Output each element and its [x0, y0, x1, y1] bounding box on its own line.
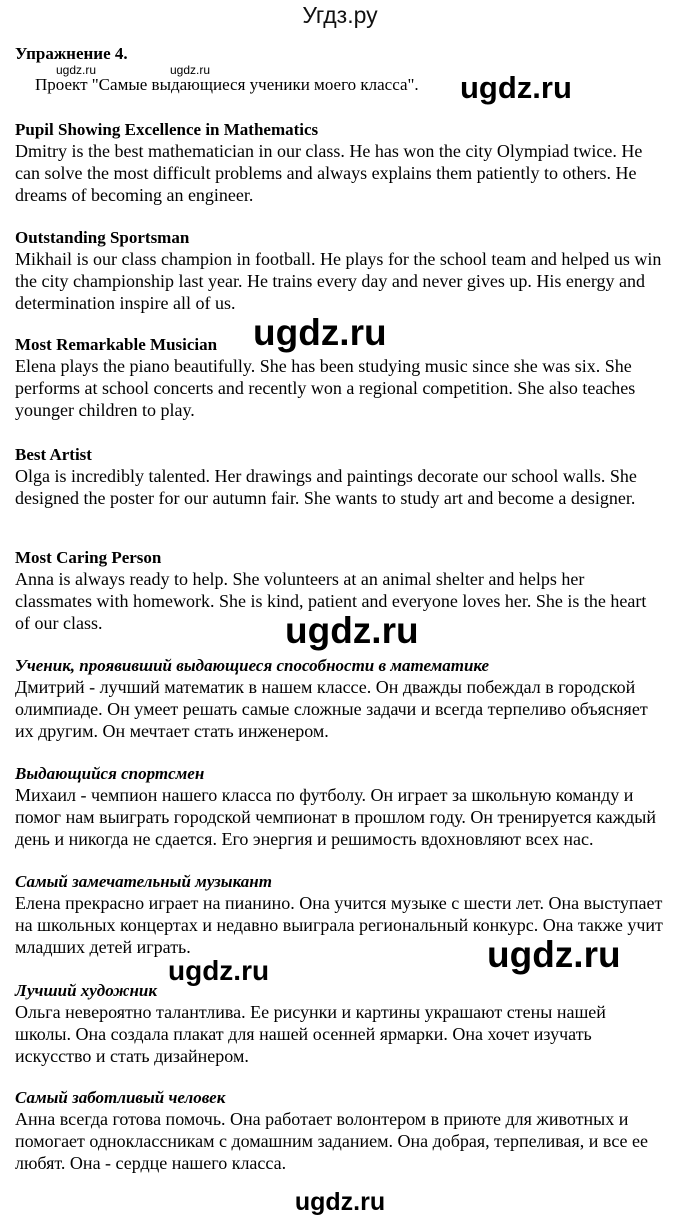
section-text: Dmitry is the best mathematician in our class. He has won the city Olympiad twice. He can solve the most difficult problems and always explains them patiently to others. He dreams of becoming an engineer.	[15, 141, 643, 205]
watermark: ugdz.ru	[168, 955, 270, 986]
project-title: Проект "Самые выдающиеся ученики моего класса".	[35, 75, 419, 94]
section-title: Most Caring Person	[15, 548, 162, 567]
section-mathematics-en	[15, 119, 665, 206]
section-title: Outstanding Sportsman	[15, 228, 190, 247]
site-title: Угдз.ру	[302, 2, 378, 28]
watermark: ugdz.ru	[487, 934, 621, 975]
section-title: Самый заботливый человек	[15, 1088, 226, 1107]
section-text: Анна всегда готова помочь. Она работает волонтером в приюте для животных и помогает одноклассникам с домашним заданием. Она добрая, терпеливая, и все ее любят. Она - сердце нашего класса.	[15, 1109, 648, 1173]
section-caring-ru	[15, 1087, 665, 1174]
section-artist-ru	[15, 980, 665, 1067]
watermark: ugdz.ru	[460, 70, 572, 105]
small-watermark: ugdz.ru	[170, 63, 211, 77]
section-artist-en	[15, 444, 665, 509]
section-title: Ученик, проявивший выдающиеся способности в математике	[15, 656, 490, 675]
section-title: Most Remarkable Musician	[15, 335, 218, 354]
watermark: ugdz.ru	[253, 312, 387, 353]
small-watermark: ugdz.ru	[56, 63, 97, 77]
section-text: Ольга невероятно талантлива. Ее рисунки и картины украшают стены нашей школы. Она создала плакат для нашей осенней ярмарки. Она хочет изучать искусство и стать дизайнером.	[15, 1002, 606, 1066]
section-title: Самый замечательный музыкант	[15, 872, 272, 891]
section-text: Anna is always ready to help. She volunteers at an animal shelter and helps her classmates with homework. She is kind, patient and everyone loves her. She is the heart of our class.	[15, 569, 647, 633]
section-title: Pupil Showing Excellence in Mathematics	[15, 120, 319, 139]
section-title: Best Artist	[15, 445, 92, 464]
section-text: Дмитрий - лучший математик в нашем классе. Он дважды побеждал в городской олимпиаде. Он умеет решать самые сложные задачи и всегда терпеливо объясняет их другим. Он мечтает стать инженером.	[15, 677, 648, 741]
section-title: Выдающийся спортсмен	[15, 764, 205, 783]
section-text: Elena plays the piano beautifully. She has been studying music since she was six. She performs at school concerts and recently won a regional competition. She also teaches younger children to play.	[15, 356, 636, 420]
section-text: Olga is incredibly talented. Her drawings and paintings decorate our school walls. She designed the poster for our autumn fair. She wants to study art and become a designer.	[15, 466, 637, 508]
section-text: Mikhail is our class champion in football. He plays for the school team and helped us win the city championship last year. He trains every day and never gives up. His energy and determination inspire all of us.	[15, 249, 662, 313]
section-sportsman-en	[15, 227, 665, 314]
section-text: Елена прекрасно играет на пианино. Она учится музыке с шести лет. Она выступает на школьных концертах и недавно выиграла региональный конкурс. Она также учит младших детей играть.	[15, 893, 663, 957]
section-text: Михаил - чемпион нашего класса по футболу. Он играет за школьную команду и помог нам выиграть городской чемпионат в прошлом году. Он тренируется каждый день и никогда не сдается. Его энергия и решимость вдохновляют всех нас.	[15, 785, 656, 849]
section-sportsman-ru	[15, 763, 665, 850]
exercise-heading: Упражнение 4.	[15, 44, 128, 63]
watermark: ugdz.ru	[294, 1188, 386, 1216]
watermark: ugdz.ru	[285, 610, 419, 651]
section-title: Лучший художник	[15, 981, 157, 1000]
section-mathematics-ru	[15, 655, 665, 742]
